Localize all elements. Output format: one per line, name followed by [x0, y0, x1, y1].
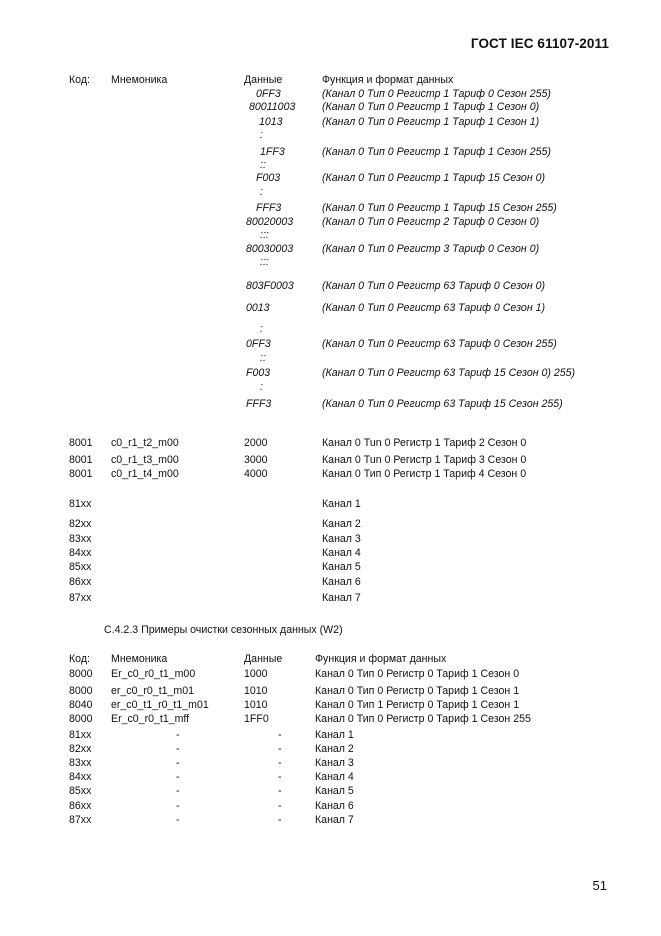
row-data: - [278, 785, 282, 797]
row-code: 8000 [69, 713, 93, 725]
italic-row-function: (Канал 0 Тип 0 Регистр 63 Тариф 15 Сезон 255) [322, 398, 563, 410]
row-code: 8001 [69, 454, 93, 466]
row-function: Канал 2 [315, 743, 354, 755]
italic-row-data: 0013 [246, 302, 270, 314]
row-function: Канал 0 Тип 0 Регистр 0 Тариф 1 Сезон 0 [315, 668, 520, 680]
row-mnemonic: - [176, 757, 180, 769]
italic-row-function: (Канал 0 Тип 0 Регистр 1 Тариф 1 Сезон 1) [322, 116, 540, 128]
channel-code: 81xx [69, 498, 92, 510]
row-data: 1010 [244, 699, 268, 711]
column-header-code-2: Код: [69, 653, 90, 665]
column-header-function: Функция и формат данных [322, 74, 454, 86]
column-header-code: Код: [69, 74, 90, 86]
row-mnemonic: - [176, 729, 180, 741]
row-code: 83xx [69, 757, 92, 769]
row-code: 8001 [69, 468, 93, 480]
italic-row-data: 1FF3 [260, 146, 285, 158]
channel-function: Канал 1 [322, 498, 361, 510]
column-header-data-2: Данные [244, 653, 283, 665]
italic-row-function: (Канал 0 Тип 0 Регистр 2 Тариф 0 Сезон 0) [322, 216, 540, 228]
column-header-data: Данные [244, 74, 283, 86]
row-function: Канал 1 [315, 729, 354, 741]
italic-row-function: (Канал 0 Тип 0 Регистр 1 Тариф 1 Сезон 0) [322, 101, 540, 113]
row-function: Канал 0 Тип 1 Регистр 0 Тариф 1 Сезон 1 [315, 699, 520, 711]
channel-function: Канал 6 [322, 576, 361, 588]
row-function: Канал 0 Tun 0 Регистр 1 Тариф 2 Сезон 0 [322, 437, 527, 449]
italic-row-function: (Канал 0 Тип 0 Регистр 1 Тариф 1 Сезон 255) [322, 146, 551, 158]
row-function: Канал 3 [315, 757, 354, 769]
channel-function: Канал 3 [322, 533, 361, 545]
row-data: 4000 [244, 468, 268, 480]
italic-row-data: ::: [260, 256, 269, 268]
italic-row-data: : [260, 323, 263, 335]
row-mnemonic: - [176, 800, 180, 812]
channel-code: 87xx [69, 592, 92, 604]
row-code: 8000 [69, 685, 93, 697]
row-mnemonic: Er_c0_r0_t1_mff [111, 713, 190, 725]
italic-row-data: 0FF3 [246, 338, 271, 350]
italic-row-data: : [260, 381, 263, 393]
italic-row-data: :: [260, 159, 266, 171]
row-code: 85xx [69, 785, 92, 797]
channel-code: 86xx [69, 576, 92, 588]
italic-row-function: (Канал 0 Тип 0 Регистр 1 Тариф 15 Сезон 255) [322, 202, 557, 214]
row-mnemonic: - [176, 785, 180, 797]
row-data: 1FF0 [244, 713, 269, 725]
channel-code: 83xx [69, 533, 92, 545]
section-title: С.4.2.3 Примеры очистки сезонных данных (W2) [104, 624, 343, 636]
row-data: - [278, 771, 282, 783]
row-code: 8000 [69, 668, 93, 680]
row-code: 87xx [69, 814, 92, 826]
italic-row-data: : [260, 186, 263, 198]
italic-row-function: (Канал 0 Тип 0 Регистр 3 Тариф 0 Сезон 0) [322, 243, 540, 255]
italic-row-data: 0FF3 [256, 88, 281, 100]
italic-row-data: FFF3 [246, 398, 272, 410]
row-function: Канал 0 Тип 0 Регистр 0 Тариф 1 Сезон 255 [315, 713, 531, 725]
italic-row-data: 80030003 [246, 243, 294, 255]
row-code: 86xx [69, 800, 92, 812]
row-data: 1010 [244, 685, 268, 697]
italic-row-data: F003 [246, 367, 271, 379]
italic-row-data: ::: [260, 229, 269, 241]
row-data: - [278, 757, 282, 769]
italic-row-function: (Канал 0 Тип 0 Регистр 63 Тариф 0 Сезон 0) [322, 280, 546, 292]
row-mnemonic: c0_r1_t3_m00 [111, 454, 179, 466]
row-function: Канал 0 Тип 0 Регистр 0 Тариф 1 Сезон 1 [315, 685, 520, 697]
italic-row-data: :: [260, 352, 266, 364]
row-data: 1000 [244, 668, 268, 680]
column-header-mnemonic-2: Мнемоника [111, 653, 168, 665]
channel-function: Канал 5 [322, 561, 361, 573]
italic-row-function: (Канал 0 Тип 0 Регистр 63 Тариф 0 Сезон 255) [322, 338, 557, 350]
row-data: 3000 [244, 454, 268, 466]
document-header: ГОСТ IEC 61107-2011 [470, 36, 609, 51]
column-header-function-2: Функция и формат данных [315, 653, 447, 665]
italic-row-data: F003 [256, 172, 281, 184]
row-mnemonic: er_c0_t1_r0_t1_m01 [111, 699, 209, 711]
channel-code: 82xx [69, 518, 92, 530]
row-code: 8001 [69, 437, 93, 449]
italic-row-data: 80020003 [246, 216, 294, 228]
page-number: 51 [592, 878, 607, 893]
italic-row-data: 803F0003 [246, 280, 294, 292]
row-code: 8040 [69, 699, 93, 711]
row-mnemonic: Er_c0_r0_t1_m00 [111, 668, 196, 680]
row-function: Канал 6 [315, 800, 354, 812]
italic-row-data: FFF3 [256, 202, 282, 214]
row-mnemonic: - [176, 771, 180, 783]
row-function: Канал 0 Тип 0 Регистр 1 Тариф 4 Сезон 0 [322, 468, 527, 480]
row-mnemonic: - [176, 743, 180, 755]
italic-row-data: 1013 [259, 116, 283, 128]
row-data: - [278, 729, 282, 741]
row-mnemonic: c0_r1_t4_m00 [111, 468, 179, 480]
row-mnemonic: er_c0_r0_t1_m01 [111, 685, 195, 697]
row-mnemonic: - [176, 814, 180, 826]
italic-row-data: 80011003 [249, 101, 296, 113]
row-function: Канал 7 [315, 814, 354, 826]
channel-function: Канал 2 [322, 518, 361, 530]
row-data: - [278, 814, 282, 826]
row-data: - [278, 743, 282, 755]
italic-row-data: : [260, 129, 263, 141]
italic-row-function: (Канал 0 Тип 0 Регистр 63 Тариф 15 Сезон 0) 255) [322, 367, 576, 379]
italic-row-function: (Канал 0 Тип 0 Регистр 63 Тариф 0 Сезон 1) [322, 302, 546, 314]
row-function: Канал 0 Tun 0 Регистр 1 Тариф 3 Сезон 0 [322, 454, 527, 466]
row-mnemonic: c0_r1_t2_m00 [111, 437, 179, 449]
channel-function: Канал 4 [322, 547, 361, 559]
italic-row-function: (Канал 0 Тип 0 Регистр 1 Тариф 0 Сезон 255) [322, 88, 551, 100]
channel-code: 85xx [69, 561, 92, 573]
row-code: 82xx [69, 743, 92, 755]
italic-row-function: (Канал 0 Тип 0 Регистр 1 Тариф 15 Сезон 0) [322, 172, 546, 184]
row-function: Канал 5 [315, 785, 354, 797]
row-data: - [278, 800, 282, 812]
channel-code: 84xx [69, 547, 92, 559]
row-data: 2000 [244, 437, 268, 449]
column-header-mnemonic: Мнемоника [111, 74, 168, 86]
row-code: 84xx [69, 771, 92, 783]
row-code: 81xx [69, 729, 92, 741]
row-function: Канал 4 [315, 771, 354, 783]
channel-function: Канал 7 [322, 592, 361, 604]
